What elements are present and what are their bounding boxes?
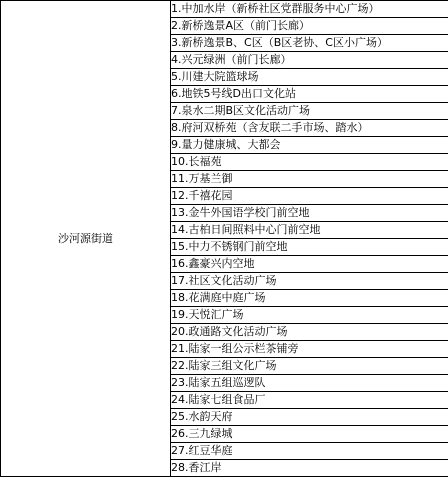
- location-cell[interactable]: 17.社区文化活动广场: [171, 273, 448, 290]
- location-cell[interactable]: 6.地铁5号线D出口文化站: [171, 86, 448, 103]
- location-cell[interactable]: 1.中加水岸（新桥社区党群服务中心广场）: [171, 1, 448, 18]
- location-cell[interactable]: 12.千禧花园: [171, 188, 448, 205]
- location-cell[interactable]: 10.长福苑: [171, 154, 448, 171]
- location-cell[interactable]: 14.古柏日间照料中心门前空地: [171, 222, 448, 239]
- location-cell[interactable]: 23.陆家五组巡逻队: [171, 375, 448, 392]
- location-cell[interactable]: 18.花满庭中庭广场: [171, 290, 448, 307]
- location-cell[interactable]: 2.新桥逸景A区（前门长廊）: [171, 18, 448, 35]
- table-row: [1, 1, 448, 18]
- location-cell[interactable]: 28.香江岸: [171, 460, 448, 477]
- location-cell[interactable]: 3.新桥逸景B、C区（B区老协、C区小广场）: [171, 35, 448, 52]
- location-cell[interactable]: 8.府河双桥苑（含友联二手市场、踏水）: [171, 120, 448, 137]
- table-body: [1, 1, 448, 477]
- district-cell[interactable]: 沙河源街道: [1, 1, 171, 477]
- location-cell[interactable]: 22.陆家三组文化广场: [171, 358, 448, 375]
- location-cell[interactable]: 11.万基兰御: [171, 171, 448, 188]
- location-cell[interactable]: 26.三九绿城: [171, 426, 448, 443]
- location-cell[interactable]: 4.兴元绿洲（前门长廊）: [171, 52, 448, 69]
- location-cell[interactable]: 15.中力不锈钢门前空地: [171, 239, 448, 256]
- location-cell[interactable]: 20.政通路文化活动广场: [171, 324, 448, 341]
- location-cell[interactable]: 13.金牛外国语学校门前空地: [171, 205, 448, 222]
- location-cell[interactable]: 7.泉水二期B区文化活动广场: [171, 103, 448, 120]
- location-cell[interactable]: 5.川建大院篮球场: [171, 69, 448, 86]
- location-cell[interactable]: 16.鑫豪兴内空地: [171, 256, 448, 273]
- location-cell[interactable]: 27.红豆华庭: [171, 443, 448, 460]
- location-cell[interactable]: 21.陆家一组公示栏茶铺旁: [171, 341, 448, 358]
- location-cell[interactable]: 19.天悦汇广场: [171, 307, 448, 324]
- location-cell[interactable]: 25.水韵天府: [171, 409, 448, 426]
- location-cell[interactable]: 24.陆家七组食品厂: [171, 392, 448, 409]
- location-cell[interactable]: 9.量力健康城、大都会: [171, 137, 448, 154]
